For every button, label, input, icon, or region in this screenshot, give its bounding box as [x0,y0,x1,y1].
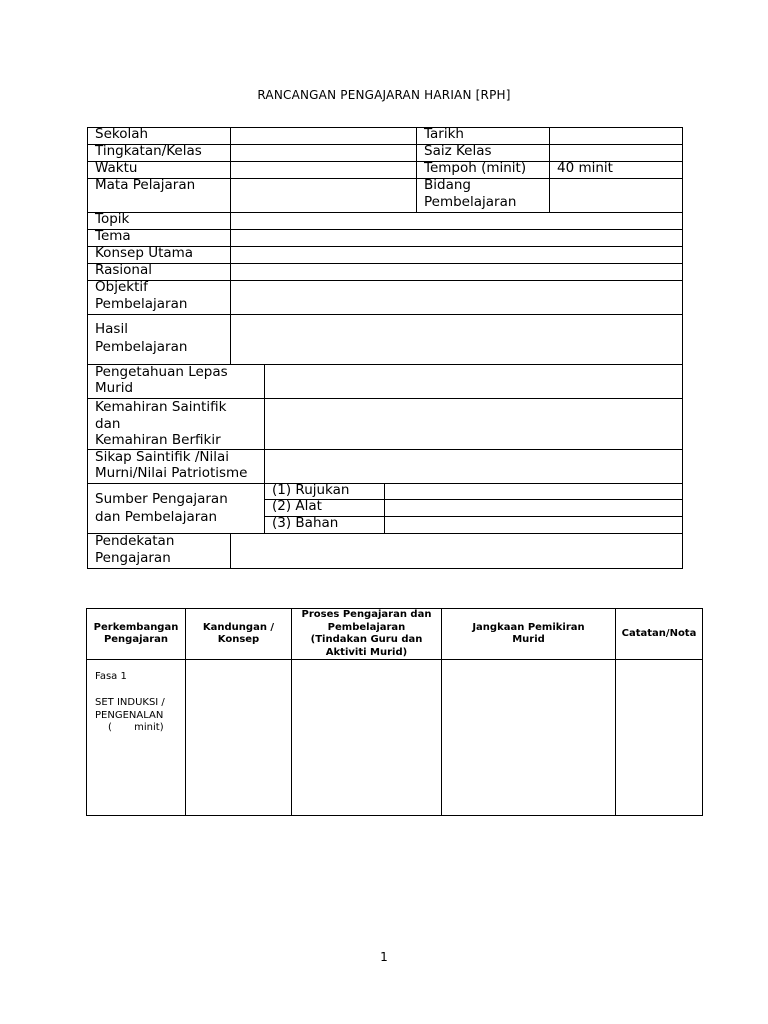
label-tarikh: Tarikh [424,126,464,142]
label-objektif-2: Pembelajaran [95,296,188,312]
cell-fasa: Fasa 1 [95,671,127,682]
header-perkembangan: Perkembangan Pengajaran [93,621,179,645]
label-bidang-1: Bidang [424,177,471,193]
form-rule [264,499,683,500]
label-pengetahuan-1: Pengetahuan Lepas [95,364,228,380]
label-sekolah: Sekolah [95,126,149,142]
label-waktu: Waktu [95,160,138,176]
header-kandungan: Kandungan / Konsep [202,621,275,645]
label-bidang-2: Pembelajaran [424,194,517,210]
label-sumber-1: Sumber Pengajaran [95,491,228,507]
label-pengetahuan-2: Murid [95,380,134,396]
form-rule [384,483,385,533]
form-rule [416,127,417,212]
label-bahan: (3) Bahan [272,515,339,531]
document-title: RANCANGAN PENGAJARAN HARIAN [RPH] [257,88,511,102]
cell-set-induksi: SET INDUKSI / [95,697,165,708]
label-tema: Tema [95,228,131,244]
form-rule [549,127,550,212]
label-sikap-2: Murni/Nilai Patriotisme [95,465,248,481]
label-kemahiran-2: dan [95,416,121,432]
header-jangkaan: Jangkaan Pemikiran Murid [472,621,585,645]
label-kemahiran-3: Kemahiran Berfikir [95,432,221,448]
label-hasil-1: Hasil [95,321,128,337]
label-pendekatan-2: Pengajaran [95,550,171,566]
cell-pengenalan: PENGENALAN [95,710,164,721]
label-rujukan: (1) Rujukan [272,482,350,498]
form-rule [87,533,683,534]
label-rasional: Rasional [95,262,152,278]
form-rule [87,212,683,213]
label-hasil-2: Pembelajaran [95,339,188,355]
form-rule [230,127,231,364]
page-number: 1 [380,950,388,964]
form-rule [87,229,683,230]
label-topik: Topik [95,211,130,227]
lesson-plan-table [86,608,703,816]
label-alat: (2) Alat [272,498,322,514]
label-kemahiran-1: Kemahiran Saintifik [95,399,227,415]
header-proses: Proses Pengajaran dan Pembelajaran (Tindakan Guru dan Aktiviti Murid) [301,609,432,658]
form-rule [264,364,265,533]
label-objektif-1: Objektif [95,279,148,295]
value-tempoh: 40 minit [557,160,613,176]
form-rule [230,533,231,569]
form-rule [87,483,683,484]
label-tempoh: Tempoh (minit) [424,160,527,176]
label-konsep-utama: Konsep Utama [95,245,194,261]
form-rule [87,280,683,281]
label-tingkatan: Tingkatan/Kelas [95,143,202,159]
form-rule [87,314,683,315]
lesson-rule [86,659,703,660]
header-catatan: Catatan/Nota [621,627,697,639]
form-rule [87,263,683,264]
label-mata-pelajaran: Mata Pelajaran [95,177,196,193]
label-sikap-1: Sikap Saintifik /Nilai [95,449,230,465]
cell-minit: ( minit) [108,722,164,733]
rph-form-table [87,127,683,569]
label-pendekatan-1: Pendekatan [95,533,175,549]
label-sumber-2: dan Pembelajaran [95,509,218,525]
label-saiz-kelas: Saiz Kelas [424,143,492,159]
